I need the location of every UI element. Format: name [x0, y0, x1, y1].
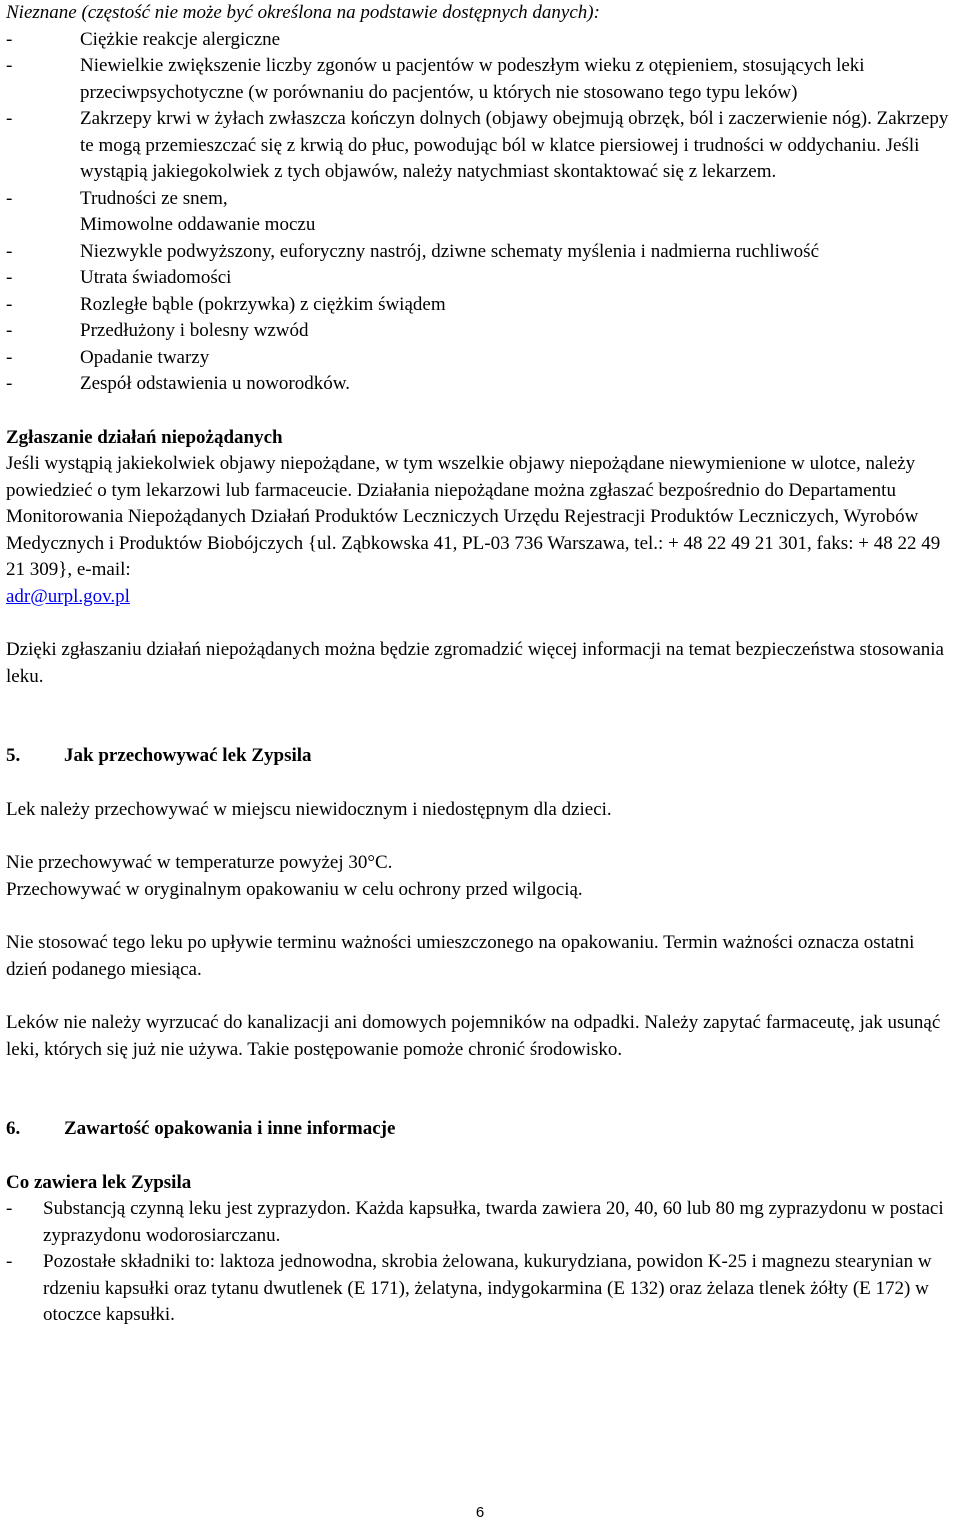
section-number: 6.: [6, 1118, 21, 1139]
list-item: [6, 318, 958, 345]
storage-paragraph: Przechowywać w oryginalnym opakowaniu w celu ochrony przed wilgocią.: [6, 878, 583, 900]
storage-paragraph: Leków nie należy wyrzucać do kanalizacji ani domowych pojemników na odpadki. Należy zapytać farmaceutę, jak usunąć leki, których się już nie używa. Takie postępowanie pomoże chronić środowisko.: [6, 1012, 941, 1060]
page-number: 6: [475, 1504, 485, 1521]
list-item: [6, 1196, 958, 1249]
list-dash: -: [6, 55, 13, 76]
side-effect-continuation: Mimowolne oddawanie moczu: [80, 214, 316, 235]
reporting-body-text: Jeśli wystąpią jakiekolwiek objawy niepożądane, w tym wszelkie objawy niepożądane niewymienione w ulotce, należy powiedzieć o tym lekarzowi lub farmaceucie. Działania niepożądane można zgłaszać bezpośrednio do Departamentu Monitorowania Niepożądanych Działań Produktów Leczniczych Urzędu Rejestracji Produktów Leczniczych, Wyrobów Medycznych i Produktów Biobójczych {ul. Ząbkowska 41, PL-03 736 Warszawa, tel.: + 48 22 49 21 301, faks: + 48 22 49 21 309}, e-mail:: [6, 453, 941, 580]
list-item: [6, 27, 958, 54]
list-dash: -: [6, 293, 13, 315]
list-item: [6, 239, 958, 266]
list-item: [6, 292, 958, 319]
side-effect-text: Trudności ze snem,: [80, 187, 228, 209]
section-title: Jak przechowywać lek Zypsila: [64, 745, 312, 766]
storage-paragraph: Lek należy przechowywać w miejscu niewidocznym i niedostępnym dla dzieci.: [6, 798, 612, 820]
list-dash: -: [6, 346, 13, 368]
side-effect-text: Ciężkie reakcje alergiczne: [80, 28, 281, 50]
list-dash: -: [6, 1198, 13, 1219]
list-dash: -: [6, 108, 13, 129]
side-effect-text: Zakrzepy krwi w żyłach zwłaszcza kończyn dolnych (objawy obejmują obrzęk, ból i zaczerwienie nóg). Zakrzepy te mogą przemieszczać się z krwią do płuc, powodując ból w klatce piersiowej i trudności w oddychaniu. Jeśli wystąpią jakiegokolwiek z tych objawów, należy natychmiast skontaktować się z lekarzem.: [80, 108, 949, 182]
side-effect-text: Niewielkie zwiększenie liczby zgonów u pacjentów w podeszłym wieku z otępieniem, stosujących leki przeciwpsychotyczne (w porównaniu do pacjentów, u których nie stosowano tego typu leków): [80, 55, 865, 103]
ingredient-text: Pozostałe składniki to: laktoza jednowodna, skrobia żelowana, kukurydziana, powidon K-25 i magnezu stearynian w rdzeniu kapsułki oraz tytanu dwutlenek (E 171), żelatyna, indygokarmina (E 132) oraz żelaza tlenek żółty (E 172) w otoczce kapsułki.: [43, 1251, 932, 1325]
list-item: [6, 265, 958, 292]
reporting-heading: Zgłaszanie działań niepożądanych: [6, 426, 283, 448]
section-6-heading: [6, 1116, 958, 1143]
list-dash: -: [6, 1251, 13, 1272]
side-effect-text: Rozległe bąble (pokrzywka) z ciężkim świądem: [80, 293, 446, 315]
list-dash: -: [6, 267, 13, 288]
side-effect-text: Niezwykle podwyższony, euforyczny nastrój, dziwne schematy myślenia i nadmierna ruchliwość: [80, 240, 820, 262]
side-effect-text: Utrata świadomości: [80, 267, 232, 288]
side-effect-text: Przedłużony i bolesny wzwód: [80, 320, 309, 341]
list-dash: -: [6, 187, 13, 209]
contents-subheading: Co zawiera lek Zypsila: [6, 1171, 192, 1193]
email-link[interactable]: adr@urpl.gov.pl: [6, 585, 130, 607]
list-item: [6, 186, 958, 213]
list-item: [6, 1249, 958, 1329]
list-item: [6, 345, 958, 372]
list-dash: -: [6, 373, 13, 394]
list-item: [6, 106, 958, 186]
list-item: [6, 371, 958, 398]
list-dash: -: [6, 320, 13, 341]
section-title: Zawartość opakowania i inne informacje: [64, 1118, 396, 1139]
storage-paragraph: Nie stosować tego leku po upływie terminu ważności umieszczonego na opakowaniu. Termin ważności oznacza ostatni dzień podanego miesiąca.: [6, 932, 915, 980]
section-number: 5.: [6, 745, 21, 766]
list-dash: -: [6, 240, 13, 262]
section-5-heading: [6, 743, 958, 770]
side-effect-text: Opadanie twarzy: [80, 346, 210, 368]
list-dash: -: [6, 28, 13, 50]
reporting-body: [6, 451, 958, 610]
side-effect-text: Zespół odstawienia u noworodków.: [80, 373, 350, 394]
ingredient-text: Substancją czynną leku jest zyprazydon. Każda kapsułka, twarda zawiera 20, 40, 60 lub 80 mg zyprazydonu w postaci zyprazydonu wodorosiarczanu.: [43, 1198, 944, 1246]
storage-paragraph: Nie przechowywać w temperaturze powyżej 30°C.: [6, 852, 393, 873]
document-page: [6, 0, 958, 1329]
list-item: [6, 53, 958, 106]
reporting-closing: Dzięki zgłaszaniu działań niepożądanych można będzie zgromadzić więcej informacji na temat bezpieczeństwa stosowania leku.: [6, 639, 944, 687]
frequency-heading: Nieznane (częstość nie może być określona na podstawie dostępnych danych):: [6, 2, 600, 23]
